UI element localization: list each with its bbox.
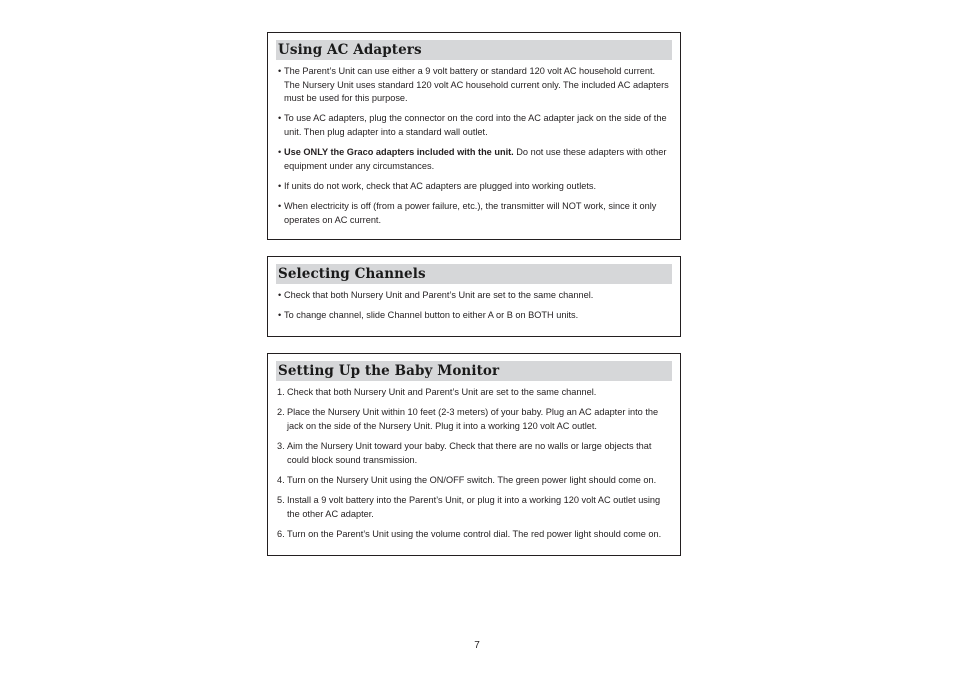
page-number: 7 xyxy=(474,640,480,651)
list-item xyxy=(276,146,672,173)
list-item xyxy=(276,386,672,400)
step-number: 3. xyxy=(277,440,285,451)
list-item xyxy=(276,309,672,323)
list-item xyxy=(276,65,672,106)
list-item-text: If units do not work, check that AC adapters are plugged into working outlets. xyxy=(284,180,597,191)
list-item-text: To change channel, slide Channel button to either A or B on BOTH units. xyxy=(284,310,579,321)
section-heading: Selecting Channels xyxy=(276,264,672,284)
list-item-text: Check that both Nursery Unit and Parent’s Unit are set to the same channel. xyxy=(284,290,594,300)
list-item xyxy=(276,528,672,542)
section-using-ac-adapters xyxy=(267,32,681,240)
bullet-marker: • xyxy=(278,66,282,76)
list-item xyxy=(276,406,672,433)
list-item xyxy=(276,200,672,227)
list-item-text: The Parent’s Unit can use either a 9 volt battery or standard 120 volt AC household current. The Nursery Unit uses standard 120 volt AC household current only. The included AC adapters must be used for this purpose. xyxy=(284,66,669,104)
section-heading: Using AC Adapters xyxy=(276,40,672,60)
list-item-text: Check that both Nursery Unit and Parent’s Unit are set to the same channel. xyxy=(287,387,597,397)
bullet-list xyxy=(276,65,672,227)
list-item-text: Do not use these adapters with other equipment under any circumstances. xyxy=(284,147,667,171)
step-number: 6. xyxy=(277,528,285,539)
list-item xyxy=(276,474,672,488)
list-item-text: Turn on the Parent’s Unit using the volume control dial. The red power light should come on. xyxy=(287,528,662,539)
list-item-text: Install a 9 volt battery into the Parent’s Unit, or plug it into a working 120 volt AC outlet using the other AC adapter. xyxy=(287,494,661,519)
list-item-text: Aim the Nursery Unit toward your baby. Check that there are no walls or large objects that could block sound transmission. xyxy=(287,440,652,465)
section-selecting-channels xyxy=(267,256,681,337)
numbered-list xyxy=(276,386,672,541)
list-item-text: To use AC adapters, plug the connector on the cord into the AC adapter jack on the side of the unit. Then plug adapter into a standard wall outlet. xyxy=(284,113,667,137)
bullet-list xyxy=(276,289,672,323)
step-number: 5. xyxy=(277,494,285,505)
list-item xyxy=(276,289,672,303)
list-item xyxy=(276,112,672,139)
bullet-marker: • xyxy=(278,180,282,191)
list-item-text: Turn on the Nursery Unit using the ON/OFF switch. The green power light should come on. xyxy=(287,474,657,485)
bullet-marker: • xyxy=(278,147,282,158)
step-number: 1. xyxy=(277,387,285,397)
bullet-marker: • xyxy=(278,201,282,212)
list-item-bold-text: Use ONLY the Graco adapters included with the unit. xyxy=(284,147,514,158)
bullet-marker: • xyxy=(278,113,282,124)
step-number: 2. xyxy=(277,407,285,418)
section-heading: Setting Up the Baby Monitor xyxy=(276,361,672,381)
list-item xyxy=(276,494,672,521)
bullet-marker: • xyxy=(278,290,282,300)
list-item xyxy=(276,180,672,194)
list-item-text: When electricity is off (from a power failure, etc.), the transmitter will NOT work, since it only operates on AC current. xyxy=(284,201,657,225)
list-item-text: Place the Nursery Unit within 10 feet (2-3 meters) of your baby. Plug an AC adapter into the jack on the side of the Nursery Unit. Plug it into a working 120 volt AC outlet. xyxy=(287,407,659,431)
section-setting-up-baby-monitor xyxy=(267,353,681,556)
list-item xyxy=(276,440,672,467)
bullet-marker: • xyxy=(278,310,282,321)
step-number: 4. xyxy=(277,474,285,485)
